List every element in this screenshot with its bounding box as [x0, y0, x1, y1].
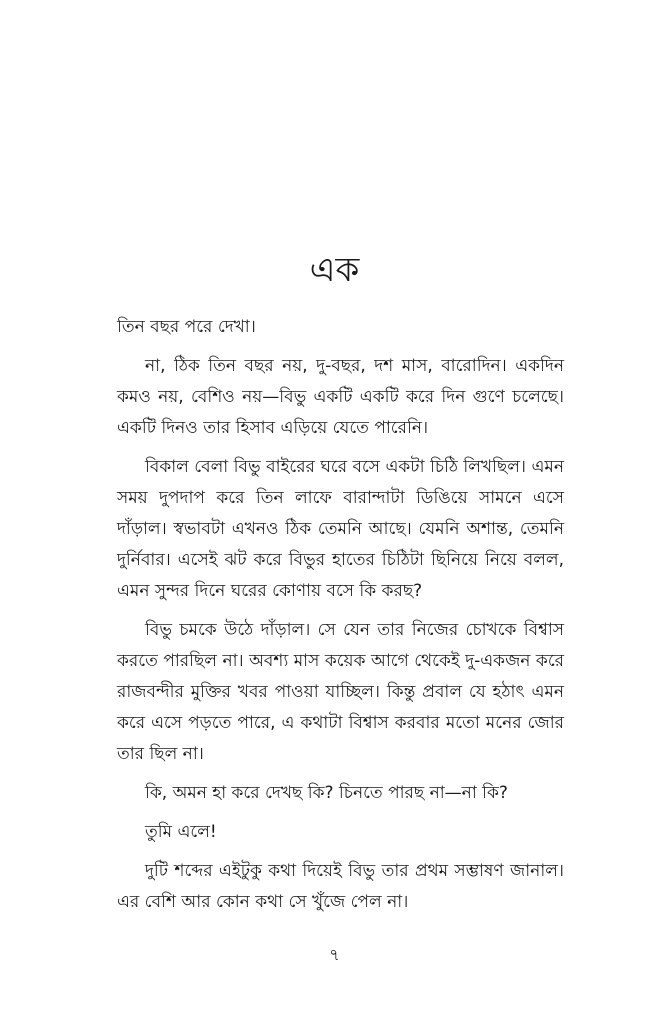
- paragraph: না, ঠিক তিন বছর নয়, দু-বছর, দশ মাস, বারোদিন। একদিন কমও নয়, বেশিও নয়—বিভু একটি একটি করে দিন গুণে চলেছে। একটি দিনও তার হিসাব এড়িয়ে যেতে পারেনি।: [117, 356, 564, 438]
- paragraph: দুটি শব্দের এইটুকু কথা দিয়েই বিভু তার প্রথম সম্ভাষণ জানাল। এর বেশি আর কোন কথা সে খুঁজে পেল না।: [117, 861, 564, 912]
- paragraph: বিভু চমকে উঠে দাঁড়াল। সে যেন তার নিজের চোখকে বিশ্বাস করতে পারছিল না। অবশ্য মাস কয়েক আগে থেকেই দু-একজন করে রাজবন্দীর মুক্তির খবর পাওয়া যাচ্ছিল। কিন্তু প্রবাল যে হঠাৎ এমন করে এসে পড়তে পারে, এ কথাটা বিশ্বাস করবার মতো মনের জোর তার ছিল না।: [117, 620, 564, 764]
- paragraph: তিন বছর পরে দেখা।: [117, 317, 256, 337]
- paragraph: কি, অমন হা করে দেখছ কি? চিনতে পারছ না—না কি?: [145, 783, 508, 803]
- paragraph: তুমি এলে!: [145, 822, 217, 842]
- paragraph: বিকাল বেলা বিভু বাইরের ঘরে বসে একটা চিঠি লিখছিল। এমন সময় দুপদাপ করে তিন লাফে বারান্দাটা ডিঙিয়ে সামনে এসে দাঁড়াল। স্বভাবটা এখনও ঠিক তেমনি আছে। যেমনি অশান্ত, তেমনি দুর্নিবার। এসেই ঝট করে বিভুর হাতের চিঠিটা ছিনিয়ে নিয়ে বলল, এমন সুন্দর দিনে ঘরের কোণায় বসে কি করছ?: [117, 457, 564, 601]
- chapter-title: এক: [309, 250, 360, 290]
- chapter-body: [117, 312, 564, 926]
- page-number: ৭: [329, 945, 340, 964]
